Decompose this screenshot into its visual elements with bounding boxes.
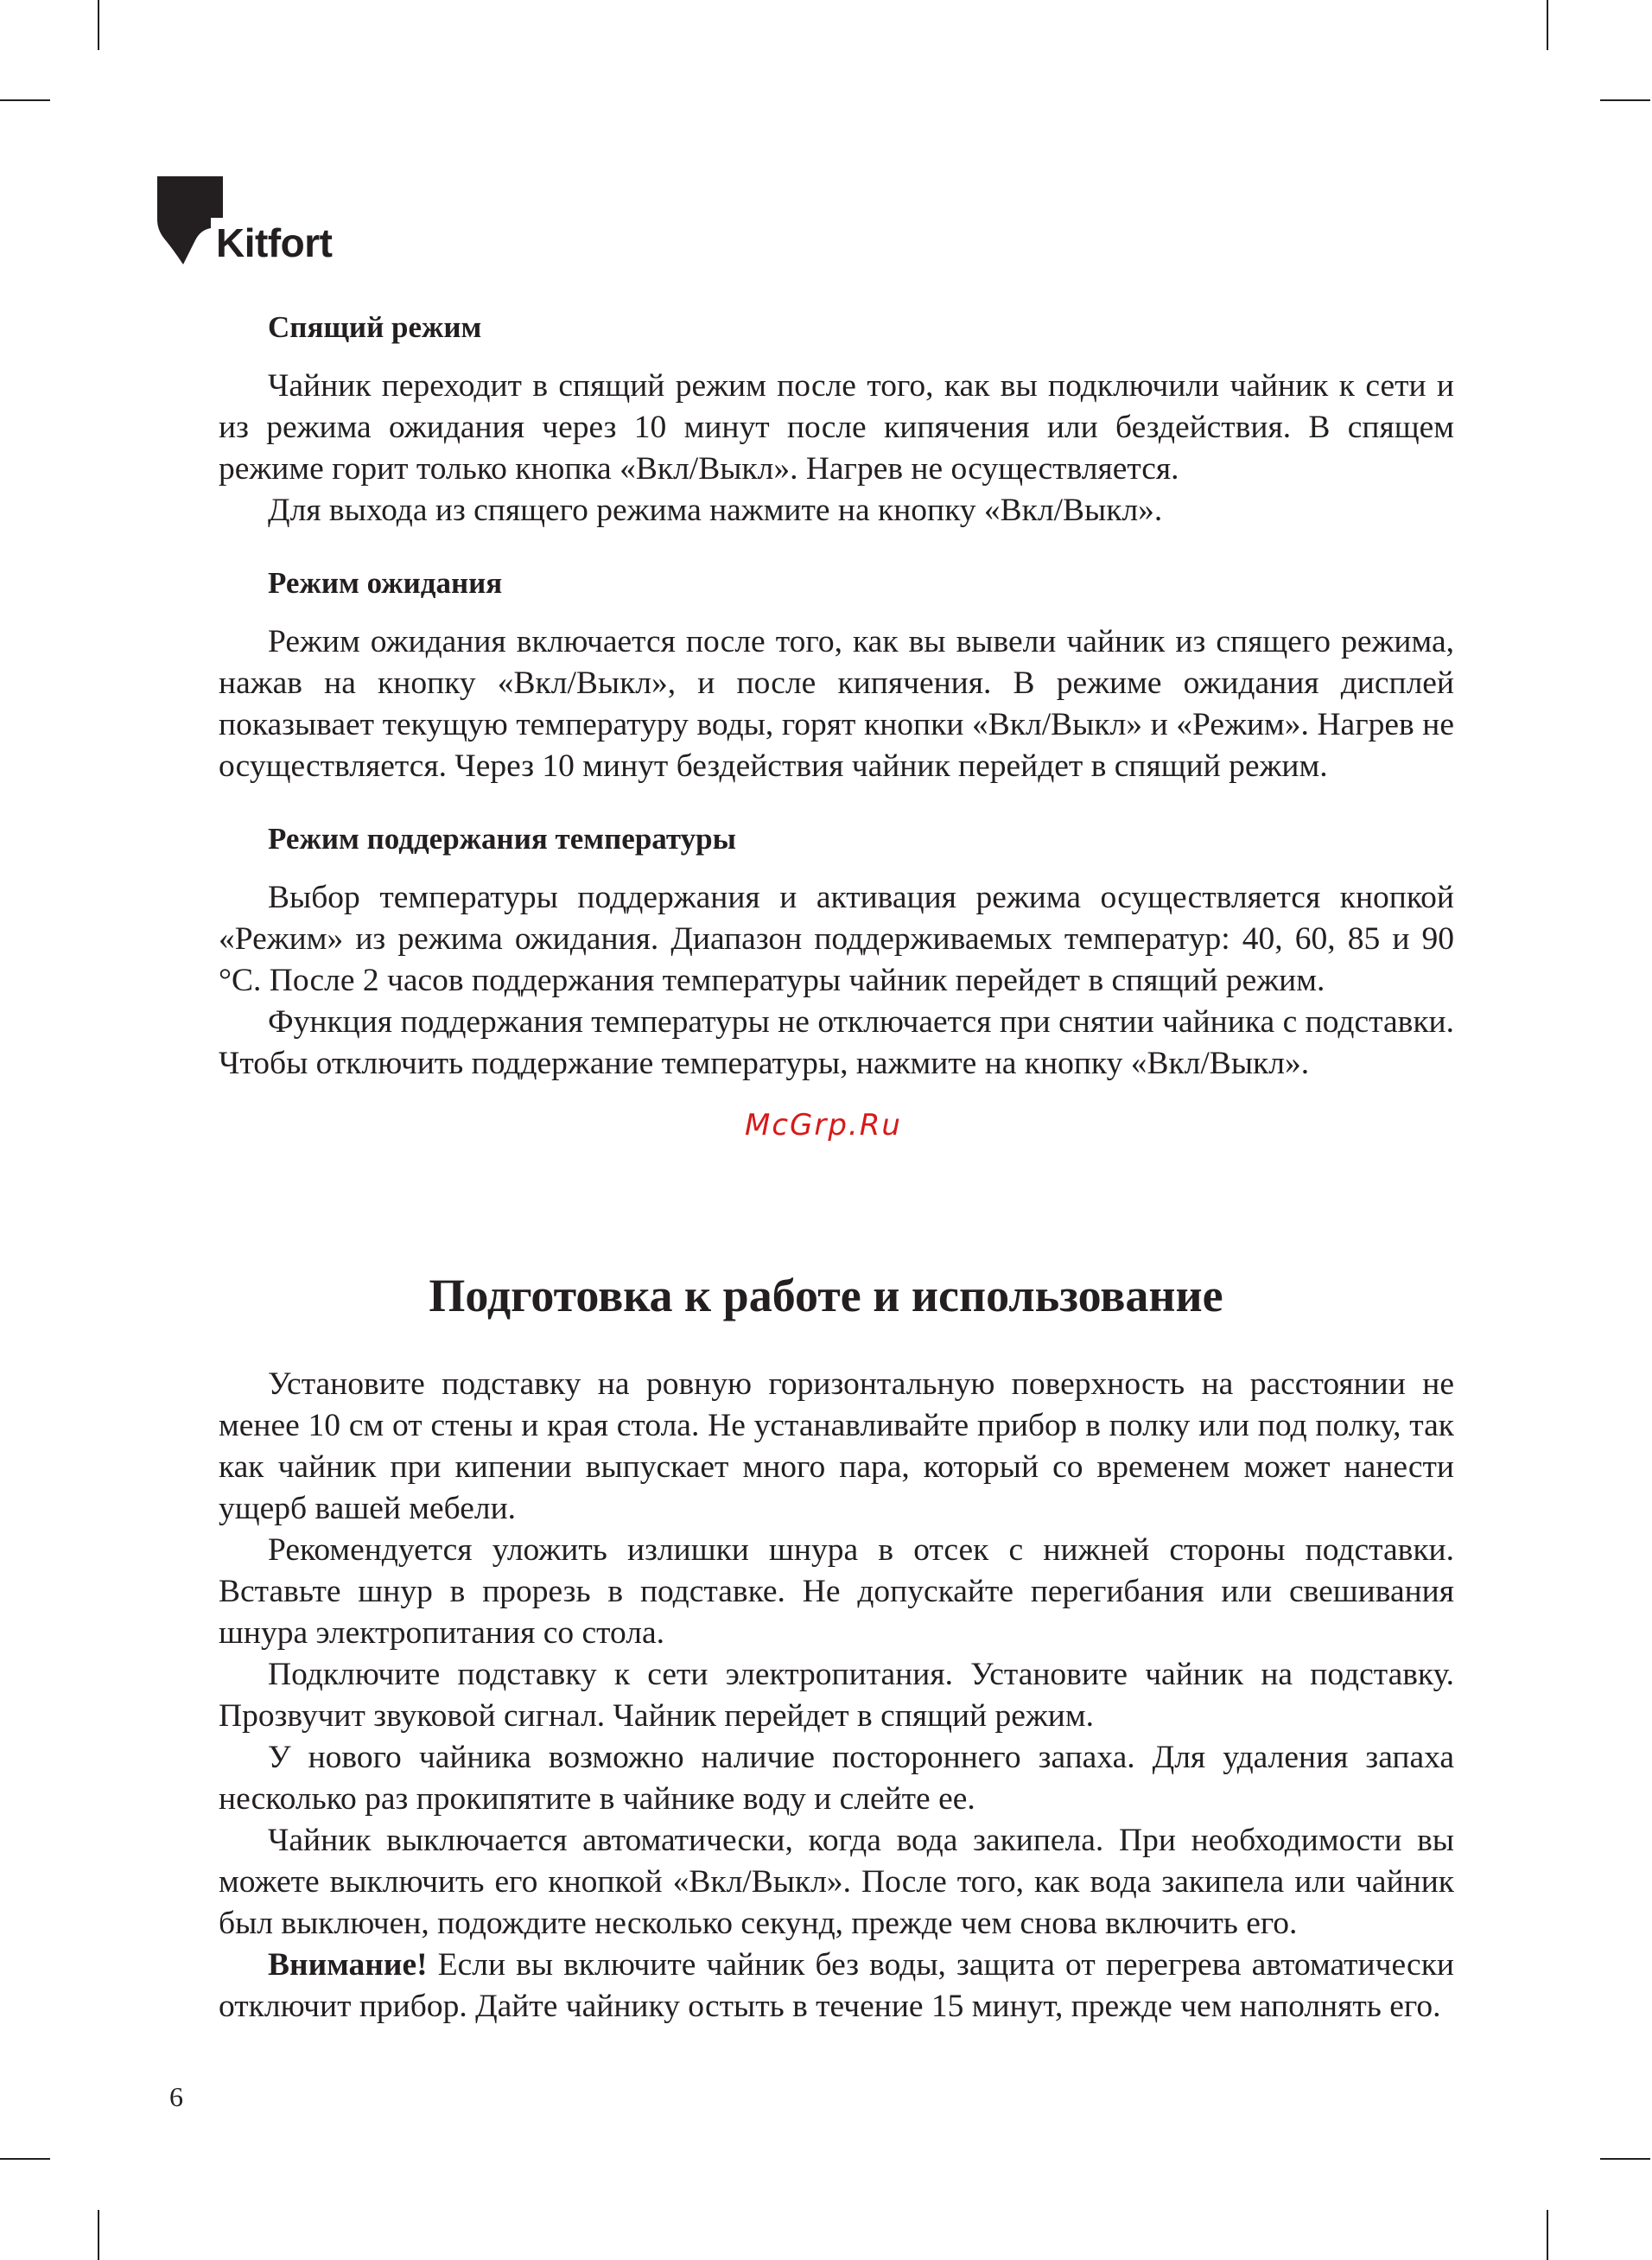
crop-mark bbox=[98, 2210, 99, 2260]
watermark: McGrp.Ru bbox=[745, 1108, 902, 1143]
paragraph: Установите подставку на ровную горизонтальную поверхность на расстоянии не менее 10 см от стены и края стола. Не устанавливайте прибор в полку или под полку, так как чайник при кипении выпускает много пара, который со временем может нанести ущерб вашей мебели. bbox=[219, 1366, 1454, 1526]
main-section-title: Подготовка к работе и использование bbox=[429, 1270, 1223, 1321]
page-number: 6 bbox=[169, 2081, 183, 2112]
brand-name: Kitfort bbox=[216, 220, 333, 265]
warning-text: Если вы включите чайник без воды, защита от перегрева автоматически отключит прибор. Дайте чайнику остыть в течение 15 минут, прежде чем наполнять его. bbox=[219, 1947, 1454, 2024]
paragraph: У нового чайника возможно наличие постороннего запаха. Для удаления запаха несколько раз прокипятите в чайнике воду и слейте ее. bbox=[219, 1740, 1454, 1817]
crop-mark bbox=[1547, 0, 1548, 50]
section-heading: Режим ожидания bbox=[268, 566, 503, 600]
paragraph: Рекомендуется уложить излишки шнура в отсек с нижней стороны подставки. Вставьте шнур в прорезь в подставке. Не допускайте перегибания или свешивания шнура электропитания со стола. bbox=[219, 1532, 1454, 1651]
paragraph: Режим ожидания включается после того, как вы вывели чайник из спящего режима, нажав на кнопку «Вкл/Выкл», и после кипячения. В режиме ожидания дисплей показывает текущую температуру воды, горят кнопки «Вкл/Выкл» и «Режим». Нагрев не осуществляется. Через 10 минут бездействия чайник перейдет в спящий режим. bbox=[219, 624, 1454, 784]
content-top bbox=[219, 307, 1454, 1085]
content-bottom bbox=[219, 1364, 1454, 2028]
paragraph: Чайник выключается автоматически, когда вода закипела. При необходимости вы можете выключить его кнопкой «Вкл/Выкл». После того, как вода закипела или чайник был выключен, подождите несколько секунд, прежде чем снова включить его. bbox=[219, 1823, 1454, 1941]
crop-mark bbox=[0, 2158, 50, 2160]
crop-mark bbox=[0, 99, 50, 101]
paragraph: Чайник переходит в спящий режим после того, как вы подключили чайник к сети и из режима ожидания через 10 минут после кипячения или бездействия. В спящем режиме горит только кнопка «Вкл/Выкл». Нагрев не осуществляется. bbox=[219, 368, 1454, 487]
crop-mark bbox=[1600, 99, 1650, 101]
crop-mark bbox=[1600, 2158, 1650, 2160]
crop-mark bbox=[98, 0, 99, 50]
paragraph: Выбор температуры поддержания и активация режима осуществляется кнопкой «Режим» из режима ожидания. Диапазон поддерживаемых температур: 40, 60, 85 и 90 °С. После 2 часов поддержания температуры чайник перейдет в спящий режим. bbox=[219, 880, 1454, 998]
warning-paragraph bbox=[219, 1945, 1454, 2028]
paragraph: Подключите подставку к сети электропитания. Установите чайник на подставку. Прозвучит звуковой сигнал. Чайник перейдет в спящий режим. bbox=[219, 1657, 1454, 1734]
warning-label: Внимание! bbox=[268, 1947, 428, 1983]
section-heading: Режим поддержания температуры bbox=[268, 822, 736, 856]
section-heading: Спящий режим bbox=[268, 310, 482, 344]
paragraph: Для выхода из спящего режима нажмите на кнопку «Вкл/Выкл». bbox=[268, 493, 1163, 528]
paragraph: Функция поддержания температуры не отключается при снятии чайника с подставки. Чтобы отключить поддержание температуры, нажмите на кнопку «Вкл/Выкл». bbox=[219, 1004, 1454, 1081]
crop-mark bbox=[1547, 2210, 1548, 2260]
